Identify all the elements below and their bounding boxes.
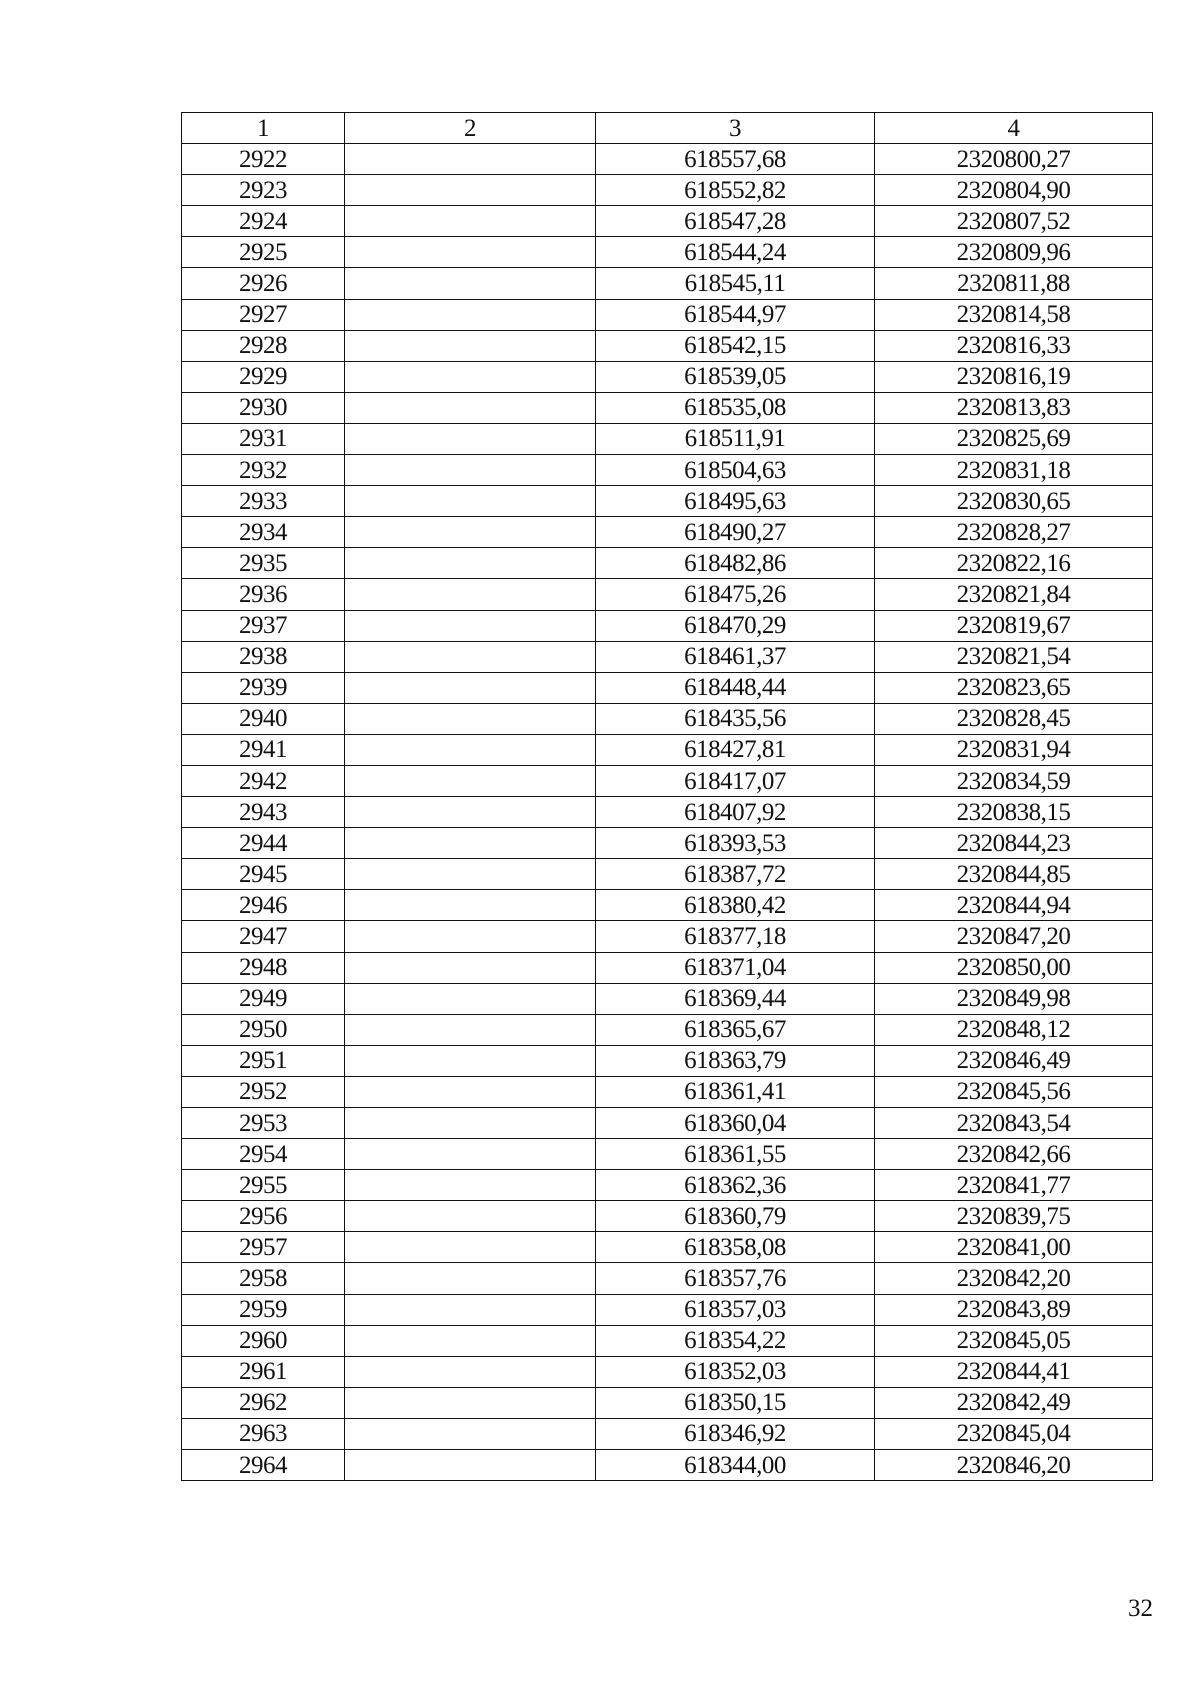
y-coordinate-cell: 2320809,96: [875, 237, 1153, 268]
point-number-cell: 2937: [182, 610, 345, 641]
empty-cell: [345, 890, 596, 921]
x-coordinate-cell: 618393,53: [596, 828, 875, 859]
x-coordinate-cell: 618470,29: [596, 610, 875, 641]
point-number-cell: 2947: [182, 921, 345, 952]
y-coordinate-cell: 2320839,75: [875, 1201, 1153, 1232]
y-coordinate-cell: 2320849,98: [875, 983, 1153, 1014]
empty-cell: [345, 1076, 596, 1107]
table-row: [182, 641, 1153, 672]
empty-cell: [345, 1108, 596, 1139]
y-coordinate-cell: 2320842,20: [875, 1263, 1153, 1294]
point-number-cell: 2950: [182, 1014, 345, 1045]
table-row: [182, 423, 1153, 454]
y-coordinate-cell: 2320823,65: [875, 672, 1153, 703]
point-number-cell: 2936: [182, 579, 345, 610]
y-coordinate-cell: 2320843,89: [875, 1294, 1153, 1325]
point-number-cell: 2927: [182, 299, 345, 330]
x-coordinate-cell: 618360,79: [596, 1201, 875, 1232]
x-coordinate-cell: 618547,28: [596, 206, 875, 237]
empty-cell: [345, 299, 596, 330]
y-coordinate-cell: 2320819,67: [875, 610, 1153, 641]
empty-cell: [345, 486, 596, 517]
y-coordinate-cell: 2320821,84: [875, 579, 1153, 610]
empty-cell: [345, 268, 596, 299]
table-row: [182, 455, 1153, 486]
empty-cell: [345, 765, 596, 796]
x-coordinate-cell: 618350,15: [596, 1387, 875, 1418]
point-number-cell: 2958: [182, 1263, 345, 1294]
y-coordinate-cell: 2320816,33: [875, 330, 1153, 361]
empty-cell: [345, 175, 596, 206]
empty-cell: [345, 828, 596, 859]
empty-cell: [345, 641, 596, 672]
y-coordinate-cell: 2320825,69: [875, 423, 1153, 454]
table-row: [182, 1232, 1153, 1263]
point-number-cell: 2941: [182, 734, 345, 765]
table-row: [182, 1418, 1153, 1449]
empty-cell: [345, 392, 596, 423]
point-number-cell: 2928: [182, 330, 345, 361]
point-number-cell: 2939: [182, 672, 345, 703]
x-coordinate-cell: 618361,41: [596, 1076, 875, 1107]
x-coordinate-cell: 618490,27: [596, 517, 875, 548]
empty-cell: [345, 610, 596, 641]
x-coordinate-cell: 618369,44: [596, 983, 875, 1014]
table-row: [182, 517, 1153, 548]
table-row: [182, 299, 1153, 330]
y-coordinate-cell: 2320816,19: [875, 361, 1153, 392]
y-coordinate-cell: 2320850,00: [875, 952, 1153, 983]
point-number-cell: 2944: [182, 828, 345, 859]
point-number-cell: 2943: [182, 797, 345, 828]
coordinates-table: [181, 112, 1153, 1481]
x-coordinate-cell: 618344,00: [596, 1450, 875, 1481]
x-coordinate-cell: 618427,81: [596, 734, 875, 765]
empty-cell: [345, 703, 596, 734]
x-coordinate-cell: 618380,42: [596, 890, 875, 921]
point-number-cell: 2961: [182, 1356, 345, 1387]
y-coordinate-cell: 2320830,65: [875, 486, 1153, 517]
table-row: [182, 175, 1153, 206]
point-number-cell: 2931: [182, 423, 345, 454]
y-coordinate-cell: 2320843,54: [875, 1108, 1153, 1139]
x-coordinate-cell: 618461,37: [596, 641, 875, 672]
x-coordinate-cell: 618357,76: [596, 1263, 875, 1294]
x-coordinate-cell: 618542,15: [596, 330, 875, 361]
empty-cell: [345, 983, 596, 1014]
x-coordinate-cell: 618357,03: [596, 1294, 875, 1325]
y-coordinate-cell: 2320848,12: [875, 1014, 1153, 1045]
point-number-cell: 2933: [182, 486, 345, 517]
empty-cell: [345, 237, 596, 268]
point-number-cell: 2963: [182, 1418, 345, 1449]
x-coordinate-cell: 618482,86: [596, 548, 875, 579]
y-coordinate-cell: 2320813,83: [875, 392, 1153, 423]
header-col-1: 1: [182, 113, 345, 144]
y-coordinate-cell: 2320844,41: [875, 1356, 1153, 1387]
y-coordinate-cell: 2320846,20: [875, 1450, 1153, 1481]
y-coordinate-cell: 2320844,23: [875, 828, 1153, 859]
point-number-cell: 2962: [182, 1387, 345, 1418]
table-row: [182, 268, 1153, 299]
table-row: [182, 1294, 1153, 1325]
page-number: 32: [1128, 1595, 1153, 1622]
y-coordinate-cell: 2320831,94: [875, 734, 1153, 765]
empty-cell: [345, 1325, 596, 1356]
point-number-cell: 2956: [182, 1201, 345, 1232]
empty-cell: [345, 921, 596, 952]
y-coordinate-cell: 2320800,27: [875, 144, 1153, 175]
x-coordinate-cell: 618371,04: [596, 952, 875, 983]
y-coordinate-cell: 2320845,04: [875, 1418, 1153, 1449]
header-col-2: 2: [345, 113, 596, 144]
x-coordinate-cell: 618544,97: [596, 299, 875, 330]
y-coordinate-cell: 2320814,58: [875, 299, 1153, 330]
x-coordinate-cell: 618535,08: [596, 392, 875, 423]
point-number-cell: 2934: [182, 517, 345, 548]
point-number-cell: 2925: [182, 237, 345, 268]
table-row: [182, 1325, 1153, 1356]
point-number-cell: 2945: [182, 859, 345, 890]
empty-cell: [345, 206, 596, 237]
empty-cell: [345, 797, 596, 828]
y-coordinate-cell: 2320811,88: [875, 268, 1153, 299]
empty-cell: [345, 1014, 596, 1045]
y-coordinate-cell: 2320831,18: [875, 455, 1153, 486]
x-coordinate-cell: 618361,55: [596, 1139, 875, 1170]
table-row: [182, 1014, 1153, 1045]
empty-cell: [345, 1139, 596, 1170]
empty-cell: [345, 1294, 596, 1325]
table-row: [182, 952, 1153, 983]
x-coordinate-cell: 618377,18: [596, 921, 875, 952]
point-number-cell: 2930: [182, 392, 345, 423]
point-number-cell: 2922: [182, 144, 345, 175]
y-coordinate-cell: 2320828,45: [875, 703, 1153, 734]
empty-cell: [345, 455, 596, 486]
y-coordinate-cell: 2320834,59: [875, 765, 1153, 796]
x-coordinate-cell: 618352,03: [596, 1356, 875, 1387]
table-row: [182, 206, 1153, 237]
x-coordinate-cell: 618363,79: [596, 1045, 875, 1076]
table-row: [182, 890, 1153, 921]
x-coordinate-cell: 618435,56: [596, 703, 875, 734]
y-coordinate-cell: 2320845,05: [875, 1325, 1153, 1356]
table-row: [182, 1263, 1153, 1294]
x-coordinate-cell: 618545,11: [596, 268, 875, 299]
point-number-cell: 2959: [182, 1294, 345, 1325]
empty-cell: [345, 1045, 596, 1076]
empty-cell: [345, 734, 596, 765]
x-coordinate-cell: 618495,63: [596, 486, 875, 517]
x-coordinate-cell: 618448,44: [596, 672, 875, 703]
y-coordinate-cell: 2320844,94: [875, 890, 1153, 921]
table-row: [182, 1045, 1153, 1076]
y-coordinate-cell: 2320842,49: [875, 1387, 1153, 1418]
x-coordinate-cell: 618362,36: [596, 1170, 875, 1201]
point-number-cell: 2964: [182, 1450, 345, 1481]
y-coordinate-cell: 2320821,54: [875, 641, 1153, 672]
table-row: [182, 237, 1153, 268]
y-coordinate-cell: 2320807,52: [875, 206, 1153, 237]
table-row: [182, 144, 1153, 175]
empty-cell: [345, 672, 596, 703]
empty-cell: [345, 330, 596, 361]
table-row: [182, 1076, 1153, 1107]
table-row: [182, 330, 1153, 361]
table-row: [182, 765, 1153, 796]
x-coordinate-cell: 618504,63: [596, 455, 875, 486]
point-number-cell: 2938: [182, 641, 345, 672]
table-row: [182, 983, 1153, 1014]
x-coordinate-cell: 618557,68: [596, 144, 875, 175]
empty-cell: [345, 1418, 596, 1449]
empty-cell: [345, 548, 596, 579]
empty-cell: [345, 1450, 596, 1481]
table-row: [182, 579, 1153, 610]
x-coordinate-cell: 618358,08: [596, 1232, 875, 1263]
empty-cell: [345, 423, 596, 454]
point-number-cell: 2926: [182, 268, 345, 299]
empty-cell: [345, 859, 596, 890]
point-number-cell: 2929: [182, 361, 345, 392]
table-header-row: [182, 113, 1153, 144]
y-coordinate-cell: 2320841,00: [875, 1232, 1153, 1263]
y-coordinate-cell: 2320841,77: [875, 1170, 1153, 1201]
table-row: [182, 361, 1153, 392]
x-coordinate-cell: 618539,05: [596, 361, 875, 392]
table-row: [182, 672, 1153, 703]
point-number-cell: 2951: [182, 1045, 345, 1076]
table-row: [182, 1139, 1153, 1170]
empty-cell: [345, 1387, 596, 1418]
table-row: [182, 548, 1153, 579]
table-row: [182, 1387, 1153, 1418]
y-coordinate-cell: 2320838,15: [875, 797, 1153, 828]
table-row: [182, 828, 1153, 859]
table-body: [182, 144, 1153, 1481]
empty-cell: [345, 1201, 596, 1232]
table-row: [182, 734, 1153, 765]
table-row: [182, 486, 1153, 517]
table-row: [182, 797, 1153, 828]
empty-cell: [345, 1263, 596, 1294]
table-row: [182, 703, 1153, 734]
x-coordinate-cell: 618552,82: [596, 175, 875, 206]
empty-cell: [345, 361, 596, 392]
point-number-cell: 2960: [182, 1325, 345, 1356]
y-coordinate-cell: 2320842,66: [875, 1139, 1153, 1170]
y-coordinate-cell: 2320846,49: [875, 1045, 1153, 1076]
empty-cell: [345, 952, 596, 983]
empty-cell: [345, 1170, 596, 1201]
table-row: [182, 610, 1153, 641]
x-coordinate-cell: 618354,22: [596, 1325, 875, 1356]
point-number-cell: 2935: [182, 548, 345, 579]
x-coordinate-cell: 618544,24: [596, 237, 875, 268]
point-number-cell: 2932: [182, 455, 345, 486]
x-coordinate-cell: 618417,07: [596, 765, 875, 796]
x-coordinate-cell: 618511,91: [596, 423, 875, 454]
table-row: [182, 859, 1153, 890]
empty-cell: [345, 1356, 596, 1387]
empty-cell: [345, 144, 596, 175]
y-coordinate-cell: 2320845,56: [875, 1076, 1153, 1107]
header-col-3: 3: [596, 113, 875, 144]
x-coordinate-cell: 618346,92: [596, 1418, 875, 1449]
table-row: [182, 1201, 1153, 1232]
point-number-cell: 2953: [182, 1108, 345, 1139]
point-number-cell: 2924: [182, 206, 345, 237]
point-number-cell: 2940: [182, 703, 345, 734]
x-coordinate-cell: 618475,26: [596, 579, 875, 610]
y-coordinate-cell: 2320828,27: [875, 517, 1153, 548]
table-row: [182, 921, 1153, 952]
point-number-cell: 2957: [182, 1232, 345, 1263]
point-number-cell: 2948: [182, 952, 345, 983]
table-row: [182, 1450, 1153, 1481]
point-number-cell: 2954: [182, 1139, 345, 1170]
point-number-cell: 2942: [182, 765, 345, 796]
point-number-cell: 2955: [182, 1170, 345, 1201]
x-coordinate-cell: 618387,72: [596, 859, 875, 890]
point-number-cell: 2923: [182, 175, 345, 206]
x-coordinate-cell: 618365,67: [596, 1014, 875, 1045]
y-coordinate-cell: 2320804,90: [875, 175, 1153, 206]
table-row: [182, 1108, 1153, 1139]
point-number-cell: 2952: [182, 1076, 345, 1107]
header-col-4: 4: [875, 113, 1153, 144]
table-row: [182, 1356, 1153, 1387]
empty-cell: [345, 1232, 596, 1263]
table-row: [182, 392, 1153, 423]
point-number-cell: 2949: [182, 983, 345, 1014]
y-coordinate-cell: 2320822,16: [875, 548, 1153, 579]
y-coordinate-cell: 2320847,20: [875, 921, 1153, 952]
x-coordinate-cell: 618360,04: [596, 1108, 875, 1139]
x-coordinate-cell: 618407,92: [596, 797, 875, 828]
empty-cell: [345, 517, 596, 548]
y-coordinate-cell: 2320844,85: [875, 859, 1153, 890]
table-row: [182, 1170, 1153, 1201]
point-number-cell: 2946: [182, 890, 345, 921]
empty-cell: [345, 579, 596, 610]
